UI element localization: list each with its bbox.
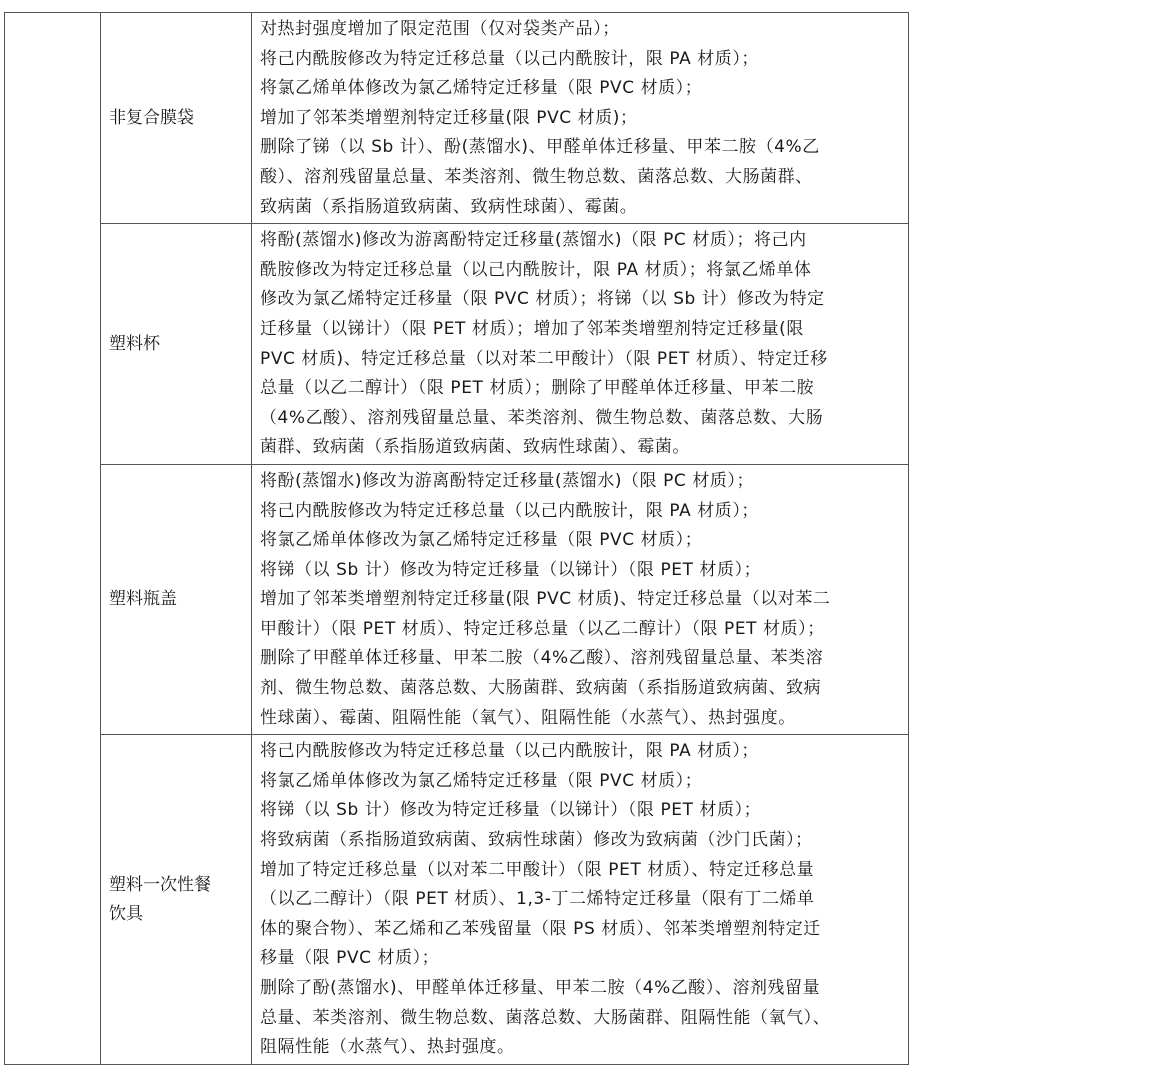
table-body [5,13,909,1065]
category-cell [101,224,252,465]
table-row [5,464,909,734]
description-line: 性球菌）、霉菌、阻隔性能（氧气）、阻隔性能（水蒸气）、热封强度。 [260,706,796,727]
category-label: 饮具 [109,903,143,924]
description-line: 将氯乙烯单体修改为氯乙烯特定迁移量（限 PVC 材质）； [260,529,703,550]
description-line: 体的聚合物）、苯乙烯和乙苯残留量（限 PS 材质）、邻苯类增塑剂特定迁 [260,917,821,938]
description-line: 将锑（以 Sb 计）修改为特定迁移量（以锑计）（限 PET 材质）； [260,558,762,579]
description-line: PVC 材质)、特定迁移总量（以对苯二甲酸计）（限 PET 材质）、特定迁移 [260,347,828,368]
category-label: 塑料杯 [109,333,160,354]
description-line: 增加了特定迁移总量（以对苯二甲酸计）（限 PET 材质）、特定迁移总量 [260,858,815,879]
category-label: 非复合膜袋 [109,107,194,128]
description-line: 增加了邻苯类增塑剂特定迁移量(限 PVC 材质)、特定迁移总量（以对苯二 [260,588,831,609]
change-description-cell [252,13,909,224]
blank-cell [5,13,101,1065]
description-line: 对热封强度增加了限定范围（仅对袋类产品）； [260,18,620,38]
description-line: 将酚(蒸馏水)修改为游离酚特定迁移量(蒸馏水)（限 PC 材质）； [260,469,755,490]
description-line: 总量、苯类溶剂、微生物总数、菌落总数、大肠菌群、阻隔性能（氧气）、 [260,1006,831,1027]
description-line: 移量（限 PVC 材质）； [260,947,440,968]
description-line: （4%乙酸）、溶剂残留量总量、苯类溶剂、微生物总数、菌落总数、大肠 [260,406,824,427]
description-line: 将锑（以 Sb 计）修改为特定迁移量（以锑计）（限 PET 材质）； [260,799,762,820]
description-line: （以乙二醇计）（限 PET 材质）、1,3-丁二烯特定迁移量（限有丁二烯单 [260,888,815,909]
description-line: 修改为氯乙烯特定迁移量（限 PVC 材质）；将锑（以 Sb 计）修改为特定 [260,288,825,309]
change-description-cell [252,464,909,734]
description-line: 将己内酰胺修改为特定迁移总量（以己内酰胺计，限 PA 材质）； [260,47,759,68]
description-line: 阻隔性能（水蒸气）、热封强度。 [260,1036,515,1057]
table-row [5,13,909,224]
description-line: 致病菌（系指肠道致病菌、致病性球菌）、霉菌。 [260,195,638,216]
description-line: 将氯乙烯单体修改为氯乙烯特定迁移量（限 PVC 材质）； [260,77,703,98]
description-line: 剂、微生物总数、菌落总数、大肠菌群、致病菌（系指肠道致病菌、致病 [260,677,822,698]
description-line: 删除了酚(蒸馏水)、甲醛单体迁移量、甲苯二胺（4%乙酸）、溶剂残留量 [260,977,821,997]
table-row [5,224,909,465]
category-cell [101,735,252,1065]
description-line: 菌群、致病菌（系指肠道致病菌、致病性球菌）、霉菌。 [260,436,690,457]
description-line: 删除了锑（以 Sb 计）、酚(蒸馏水)、甲醛单体迁移量、甲苯二胺（4%乙 [260,136,820,157]
description-line: 酸）、溶剂残留量总量、苯类溶剂、微生物总数、菌落总数、大肠菌群、 [260,165,813,186]
description-line: 将致病菌（系指肠道致病菌、致病性球菌）修改为致病菌（沙门氏菌）； [260,829,813,850]
change-description-cell [252,224,909,465]
description-line: 甲酸计）（限 PET 材质）、特定迁移总量（以乙二醇计）（限 PET 材质）； [260,617,825,638]
category-label: 塑料一次性餐 [109,874,211,895]
category-label: 塑料瓶盖 [109,589,177,610]
change-description-cell [252,735,909,1065]
description-line: 迁移量（以锑计）（限 PET 材质）；增加了邻苯类增塑剂特定迁移量(限 [260,317,804,338]
description-line: 将酚(蒸馏水)修改为游离酚特定迁移量(蒸馏水)（限 PC 材质）；将己内 [260,229,807,250]
table-row [5,735,909,1065]
category-cell [101,464,252,734]
description-line: 将己内酰胺修改为特定迁移总量（以己内酰胺计，限 PA 材质）； [260,499,759,520]
description-line: 删除了甲醛单体迁移量、甲苯二胺（4%乙酸）、溶剂残留量总量、苯类溶 [260,647,824,668]
description-line: 增加了邻苯类增塑剂特定迁移量(限 PVC 材质)； [260,106,638,127]
description-line: 酰胺修改为特定迁移总量（以己内酰胺计，限 PA 材质）；将氯乙烯单体 [260,258,812,279]
standards-change-table [4,12,909,1065]
description-line: 总量（以乙二醇计）（限 PET 材质）；删除了甲醛单体迁移量、甲苯二胺 [260,377,815,398]
description-line: 将己内酰胺修改为特定迁移总量（以己内酰胺计，限 PA 材质）； [260,740,759,761]
category-cell [101,13,252,224]
description-line: 将氯乙烯单体修改为氯乙烯特定迁移量（限 PVC 材质）； [260,769,703,790]
